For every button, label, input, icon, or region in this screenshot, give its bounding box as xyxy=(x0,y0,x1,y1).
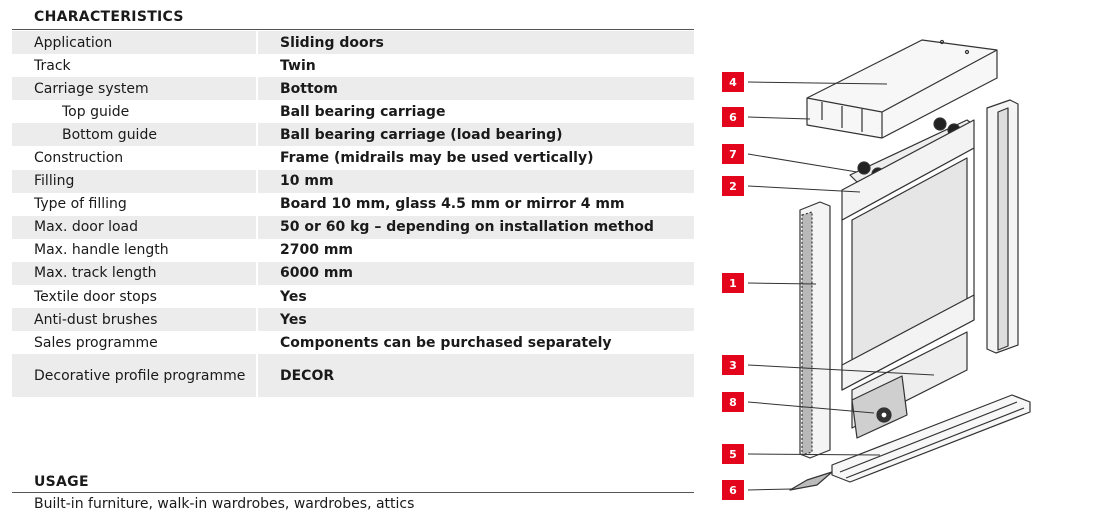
callout-1 xyxy=(722,273,744,293)
table-row xyxy=(12,285,694,308)
table-row xyxy=(12,216,694,239)
callout-7 xyxy=(722,144,744,164)
svg-text:3: 3 xyxy=(729,359,737,372)
row-label: Bottom guide xyxy=(12,123,258,146)
callout-6-top xyxy=(722,107,744,127)
row-label: Construction xyxy=(12,146,258,169)
svg-text:8: 8 xyxy=(729,396,737,409)
table-row xyxy=(12,262,694,285)
row-value: 6000 mm xyxy=(258,262,694,285)
row-value: Yes xyxy=(280,288,307,305)
row-label: Track xyxy=(12,54,258,77)
table-row xyxy=(12,239,694,262)
row-value: Board 10 mm, glass 4.5 mm or mirror 4 mm xyxy=(280,196,625,213)
table-row xyxy=(12,354,694,397)
row-value: Ball bearing carriage xyxy=(280,103,446,120)
callout-6-bottom xyxy=(722,480,744,500)
characteristics-table xyxy=(12,31,694,397)
row-value: Frame (midrails may be used vertically) xyxy=(280,150,594,167)
usage-heading: USAGE xyxy=(34,474,89,490)
svg-text:2: 2 xyxy=(729,180,737,193)
door-stop-illustration xyxy=(790,472,832,490)
table-row xyxy=(12,77,694,100)
row-label: Application xyxy=(12,31,258,54)
svg-text:5: 5 xyxy=(729,448,737,461)
row-value: 50 or 60 kg – depending on installation method xyxy=(258,216,694,239)
row-value: 2700 mm xyxy=(280,242,354,259)
table-row xyxy=(12,146,694,169)
row-label: Textile door stops xyxy=(12,285,258,308)
row-value: Sliding doors xyxy=(258,31,694,54)
callout-5 xyxy=(722,444,744,464)
svg-text:7: 7 xyxy=(729,148,737,161)
characteristics-heading: CHARACTERISTICS xyxy=(34,9,184,25)
svg-text:6: 6 xyxy=(729,484,737,497)
table-row xyxy=(12,54,694,77)
callout-2 xyxy=(722,176,744,196)
table-row xyxy=(12,170,694,193)
row-value: Twin xyxy=(280,57,316,74)
row-value: Components can be purchased separately xyxy=(280,334,612,351)
table-row xyxy=(12,308,694,331)
row-label: Decorative profile programme xyxy=(12,354,258,397)
table-row xyxy=(12,100,694,123)
row-label: Max. handle length xyxy=(12,239,258,262)
row-label: Type of filling xyxy=(12,193,258,216)
vertical-profile-right-illustration xyxy=(987,100,1018,353)
callout-8 xyxy=(722,392,744,412)
row-label: Max. track length xyxy=(12,262,258,285)
row-label: Max. door load xyxy=(12,216,258,239)
row-value: 10 mm xyxy=(258,170,694,193)
row-label: Anti-dust brushes xyxy=(12,308,258,331)
row-label: Top guide xyxy=(12,100,258,123)
table-row xyxy=(12,31,694,54)
table-row xyxy=(12,123,694,146)
sliding-door-exploded-diagram xyxy=(712,20,1092,510)
row-label: Sales programme xyxy=(12,331,258,354)
usage-text: Built-in furniture, walk-in wardrobes, wardrobes, attics xyxy=(34,496,415,512)
row-value: Yes xyxy=(258,308,694,331)
row-value: DECOR xyxy=(258,354,694,397)
row-value: Bottom xyxy=(258,77,694,100)
usage-divider xyxy=(12,492,694,493)
characteristics-divider xyxy=(12,29,694,30)
row-label: Carriage system xyxy=(12,77,258,100)
table-row xyxy=(12,193,694,216)
svg-text:6: 6 xyxy=(729,111,737,124)
table-row xyxy=(12,331,694,354)
svg-text:4: 4 xyxy=(729,76,737,89)
row-value: Ball bearing carriage (load bearing) xyxy=(258,123,694,146)
svg-text:1: 1 xyxy=(729,277,737,290)
callout-3 xyxy=(722,355,744,375)
callout-4 xyxy=(722,72,744,92)
row-label: Filling xyxy=(12,170,258,193)
vertical-profile-left-illustration xyxy=(800,202,830,458)
